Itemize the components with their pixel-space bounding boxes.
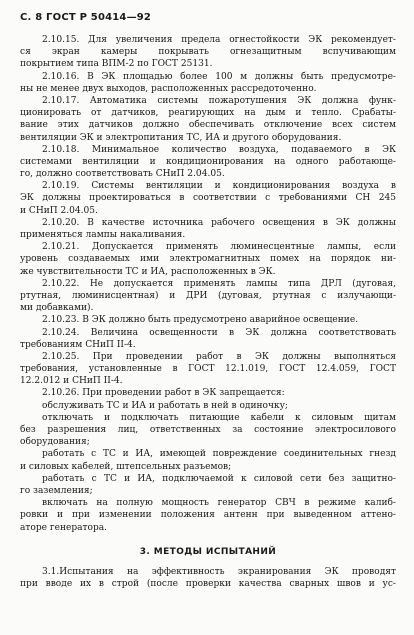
text-line: ны не менее двух выходов, расположенных рассредоточенно. xyxy=(20,83,317,94)
text-line: требованиям СНиП II-4. xyxy=(20,339,136,350)
section-title: 3. МЕТОДЫ ИСПЫТАНИЙ xyxy=(139,546,277,557)
paragraph-p2-10-15 xyxy=(20,34,396,71)
paragraph-li4 xyxy=(20,473,396,497)
page-header: С. 8 ГОСТ Р 50414—92 xyxy=(20,12,152,23)
paragraph-p2-10-20 xyxy=(20,217,396,241)
paragraph-p2-10-17 xyxy=(20,95,396,144)
text-line: ровки и при изменении положения антенн при выведенном аттено- xyxy=(20,510,396,521)
text-line: 2.10.19. Системы вентиляции и кондиционирования воздуха в xyxy=(42,181,396,192)
text-line: 2.10.15. Для увеличения предела огнестойкости ЭК рекомендует- xyxy=(42,35,396,45)
text-line: уровень создаваемых ими электромагнитных помех на порядок ни- xyxy=(20,254,396,265)
text-line: 2.10.17. Автоматика системы пожаротушения ЭК должна функ- xyxy=(42,95,396,106)
text-line: требования, установленные в ГОСТ 12.1.019, ГОСТ 12.4.059, ГОСТ xyxy=(20,364,396,375)
text-line: обслуживать ТС и ИА и работать в ней в одиночку; xyxy=(42,400,288,411)
text-line: при вводе их в строй (после проверки качества сварных швов и ус- xyxy=(20,579,396,590)
text-line: вентиляции ЭК и электропитания ТС, ИА и другого оборудования. xyxy=(20,132,342,143)
text-line: 2.10.20. В качестве источника рабочего освещения в ЭК должны xyxy=(42,217,396,228)
text-line: ртутная, люминисцентная) и ДРИ (дуговая, ртутная с излучающи- xyxy=(20,290,396,301)
text-line: 2.10.24. Величина освещенности в ЭК должна соответствовать xyxy=(42,327,396,338)
text-line: 2.10.22. Не допускается применять лампы типа ДРЛ (дуговая, xyxy=(42,278,396,289)
section-3-paragraph xyxy=(20,566,396,590)
paragraph-p2-10-22 xyxy=(20,278,396,315)
paragraph-p2-10-19 xyxy=(20,180,396,217)
text-line: отключать и подключать питающие кабели к силовым щитам xyxy=(42,412,396,423)
text-line: 2.10.25. При проведении работ в ЭК должны выполняться xyxy=(42,351,396,362)
text-line: ционировать от датчиков, реагирующих на дым и тепло. Срабаты- xyxy=(20,108,396,119)
text-line: же чувствительности ТС и ИА, расположенных в ЭК. xyxy=(20,266,276,277)
text-line: 2.10.26. При проведении работ в ЭК запрещается: xyxy=(42,388,285,399)
text-line: ся экран камеры покрывать огнезащитным вспучивающим xyxy=(20,47,396,58)
text-line: работать с ТС и ИА, подключаемой к силовой сети без защитно- xyxy=(42,473,396,484)
text-line: 3.1.Испытания на эффективность экранирования ЭК проводят xyxy=(42,566,396,577)
text-line: 12.2.012 и СНиП II-4. xyxy=(20,376,123,387)
paragraph-list xyxy=(20,34,396,534)
text-line: ЭК должны проектироваться в соответствии с требованиями СН 245 xyxy=(20,193,396,204)
text-line: оборудования; xyxy=(20,437,90,448)
text-line: 2.10.21. Допускается применять люминесцентные лампы, если xyxy=(42,242,396,253)
text-line: го заземления; xyxy=(20,485,93,496)
paragraph-li3 xyxy=(20,448,396,472)
paragraph-li5 xyxy=(20,497,396,534)
text-line: и силовых кабелей, штепсельных разъемов; xyxy=(20,461,232,472)
text-line: вание этих датчиков должно обеспечивать отключение всех систем xyxy=(20,120,396,131)
paragraph-p2-10-25 xyxy=(20,351,396,388)
text-line: 2.10.23. В ЭК должно быть предусмотрено аварийное освещение. xyxy=(42,315,359,326)
text-line: без разрешения лиц, ответственных за состояние электросилового xyxy=(20,425,396,435)
text-line: 2.10.18. Минимальное количество воздуха, подаваемого в ЭК xyxy=(42,144,396,155)
paragraph-p2-10-24 xyxy=(20,327,396,351)
paragraph-p2-10-16 xyxy=(20,71,396,95)
text-line: ми добавками). xyxy=(20,303,94,314)
document-body xyxy=(20,34,396,590)
text-line: аторе генератора. xyxy=(20,522,108,533)
paragraph-li1 xyxy=(20,400,396,412)
paragraph-li2 xyxy=(20,412,396,449)
paragraph-p2-10-21 xyxy=(20,241,396,278)
text-line: го, должно соответствовать СНиП 2.04.05. xyxy=(20,169,225,180)
paragraph-p2-10-18 xyxy=(20,144,396,181)
text-line: и СНиП 2.04.05. xyxy=(20,205,98,216)
text-line: работать с ТС и ИА, имеющей повреждение соединительных гнезд xyxy=(42,449,396,460)
text-line: 2.10.16. В ЭК площадью более 100 м должны быть предусмотре- xyxy=(42,71,396,82)
text-line: системами вентиляции и кондиционирования на одного работающе- xyxy=(20,156,396,167)
text-line: применяться лампы накаливания. xyxy=(20,230,186,240)
text-line: покрытием типа ВПМ-2 по ГОСТ 25131. xyxy=(20,59,213,70)
paragraph-p2-10-26 xyxy=(20,387,396,399)
text-line: включать на полную мощность генератор СВЧ в режиме калиб- xyxy=(42,498,396,509)
paragraph-p2-10-23 xyxy=(20,314,396,326)
